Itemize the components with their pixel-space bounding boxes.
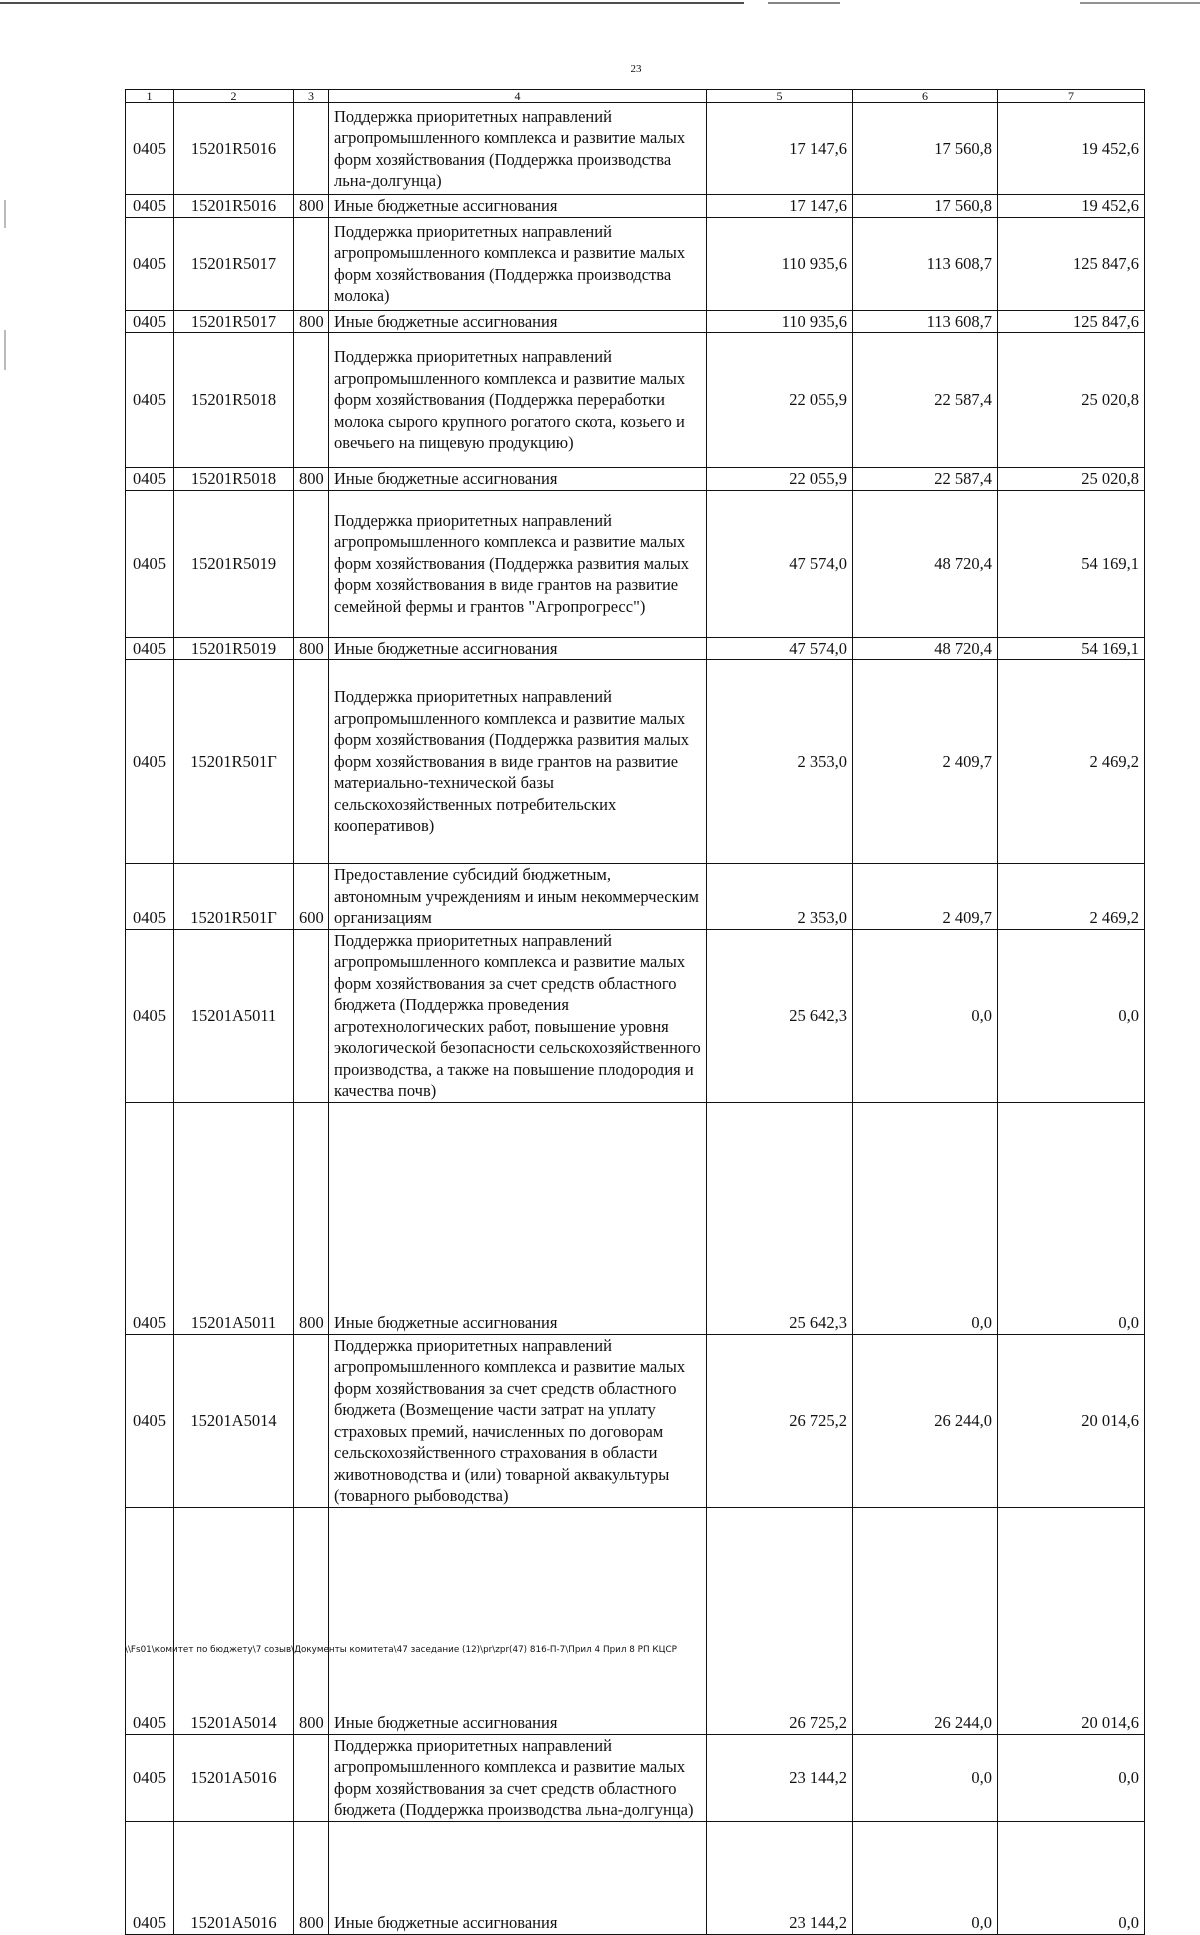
target-article-code-cell: 15201A5011 <box>174 929 294 1102</box>
item-name-cell: Иные бюджетные ассигнования <box>329 1507 707 1734</box>
section-code-cell: 0405 <box>126 637 174 660</box>
amount-col7-cell: 125 847,6 <box>998 217 1145 310</box>
target-article-code-cell: 15201R5017 <box>174 217 294 310</box>
item-name-cell: Поддержка приоритетных направлений агропромышленного комплекса и развитие малых форм хозяйствования (Поддержка производства молока) <box>329 217 707 310</box>
program-row <box>126 660 1145 864</box>
amount-col5-cell: 26 725,2 <box>707 1334 853 1507</box>
expense-row <box>126 864 1145 930</box>
scan-margin-mark <box>4 330 6 370</box>
amount-col5-cell: 23 144,2 <box>707 1734 853 1821</box>
amount-col6-cell: 113 608,7 <box>853 310 998 333</box>
expense-type-cell: 800 <box>294 1507 329 1734</box>
scan-edge-line <box>0 2 1200 4</box>
item-name-cell: Поддержка приоритетных направлений агропромышленного комплекса и развитие малых форм хозяйствования за счет средств областного бюджета (Возмещение части затрат на уплату страховых премий, начисленных по договорам сельскохозяйственного страхования в области животноводства и (или) товарной аквакультуры (товарного рыбоводства) <box>329 1334 707 1507</box>
item-name-cell: Поддержка приоритетных направлений агропромышленного комплекса и развитие малых форм хозяйствования (Поддержка переработки молока сырого крупного рогатого скота, козьего и овечьего на пищевую продукцию) <box>329 333 707 468</box>
target-article-code-cell: 15201R5017 <box>174 310 294 333</box>
section-code-cell: 0405 <box>126 1507 174 1734</box>
amount-col6-cell: 26 244,0 <box>853 1507 998 1734</box>
page-number: 23 <box>630 63 642 75</box>
expense-type-cell <box>294 929 329 1102</box>
budget-table <box>125 89 1145 1935</box>
amount-col5-cell: 17 147,6 <box>707 103 853 195</box>
expense-row <box>126 195 1145 218</box>
amount-col7-cell: 54 169,1 <box>998 490 1145 637</box>
amount-col5-cell: 26 725,2 <box>707 1507 853 1734</box>
amount-col6-cell: 22 587,4 <box>853 468 998 491</box>
section-code-cell: 0405 <box>126 660 174 864</box>
section-code-cell: 0405 <box>126 310 174 333</box>
section-code-cell: 0405 <box>126 103 174 195</box>
amount-col6-cell: 0,0 <box>853 1734 998 1821</box>
expense-type-cell: 600 <box>294 864 329 930</box>
amount-col7-cell: 125 847,6 <box>998 310 1145 333</box>
section-code-cell: 0405 <box>126 217 174 310</box>
target-article-code-cell: 15201R5019 <box>174 637 294 660</box>
amount-col6-cell: 2 409,7 <box>853 864 998 930</box>
amount-col6-cell: 17 560,8 <box>853 103 998 195</box>
amount-col5-cell: 47 574,0 <box>707 637 853 660</box>
amount-col5-cell: 23 144,2 <box>707 1821 853 1934</box>
expense-type-cell: 800 <box>294 637 329 660</box>
amount-col5-cell: 110 935,6 <box>707 217 853 310</box>
amount-col5-cell: 2 353,0 <box>707 660 853 864</box>
amount-col6-cell: 22 587,4 <box>853 333 998 468</box>
expense-type-cell: 800 <box>294 468 329 491</box>
target-article-code-cell: 15201R5018 <box>174 468 294 491</box>
target-article-code-cell: 15201A5011 <box>174 1102 294 1334</box>
section-code-cell: 0405 <box>126 1734 174 1821</box>
amount-col7-cell: 0,0 <box>998 1821 1145 1934</box>
program-row <box>126 1334 1145 1507</box>
amount-col6-cell: 48 720,4 <box>853 490 998 637</box>
target-article-code-cell: 15201R5019 <box>174 490 294 637</box>
amount-col7-cell: 20 014,6 <box>998 1507 1145 1734</box>
section-code-cell: 0405 <box>126 1334 174 1507</box>
amount-col6-cell: 0,0 <box>853 929 998 1102</box>
section-code-cell: 0405 <box>126 864 174 930</box>
column-header-2: 2 <box>174 90 294 103</box>
amount-col7-cell: 0,0 <box>998 1102 1145 1334</box>
amount-col7-cell: 25 020,8 <box>998 468 1145 491</box>
item-name-cell: Иные бюджетные ассигнования <box>329 1821 707 1934</box>
section-code-cell: 0405 <box>126 1102 174 1334</box>
expense-type-cell <box>294 1334 329 1507</box>
expense-type-cell <box>294 1734 329 1821</box>
expense-type-cell: 800 <box>294 310 329 333</box>
amount-col7-cell: 25 020,8 <box>998 333 1145 468</box>
program-row <box>126 333 1145 468</box>
amount-col7-cell: 20 014,6 <box>998 1334 1145 1507</box>
target-article-code-cell: 15201R501Г <box>174 660 294 864</box>
expense-row <box>126 637 1145 660</box>
amount-col5-cell: 110 935,6 <box>707 310 853 333</box>
target-article-code-cell: 15201A5014 <box>174 1507 294 1734</box>
amount-col5-cell: 47 574,0 <box>707 490 853 637</box>
amount-col7-cell: 19 452,6 <box>998 103 1145 195</box>
amount-col7-cell: 54 169,1 <box>998 637 1145 660</box>
item-name-cell: Поддержка приоритетных направлений агропромышленного комплекса и развитие малых форм хозяйствования за счет средств областного бюджета (Поддержка производства льна-долгунца) <box>329 1734 707 1821</box>
column-header-3: 3 <box>294 90 329 103</box>
program-row <box>126 217 1145 310</box>
amount-col7-cell: 2 469,2 <box>998 864 1145 930</box>
amount-col7-cell: 2 469,2 <box>998 660 1145 864</box>
amount-col6-cell: 17 560,8 <box>853 195 998 218</box>
section-code-cell: 0405 <box>126 1821 174 1934</box>
expense-type-cell <box>294 217 329 310</box>
item-name-cell: Поддержка приоритетных направлений агропромышленного комплекса и развитие малых форм хозяйствования за счет средств областного бюджета (Поддержка проведения агротехнологических работ, повышение уровня экологической безопасности сельскохозяйственного производства, а также на повышение плодородия и качества почв) <box>329 929 707 1102</box>
amount-col6-cell: 48 720,4 <box>853 637 998 660</box>
section-code-cell: 0405 <box>126 333 174 468</box>
expense-type-cell: 800 <box>294 1821 329 1934</box>
amount-col5-cell: 25 642,3 <box>707 1102 853 1334</box>
expense-type-cell: 800 <box>294 195 329 218</box>
item-name-cell: Поддержка приоритетных направлений агропромышленного комплекса и развитие малых форм хозяйствования (Поддержка производства льна-долгунца) <box>329 103 707 195</box>
expense-type-cell <box>294 490 329 637</box>
amount-col6-cell: 113 608,7 <box>853 217 998 310</box>
target-article-code-cell: 15201A5014 <box>174 1334 294 1507</box>
section-code-cell: 0405 <box>126 490 174 637</box>
amount-col6-cell: 26 244,0 <box>853 1334 998 1507</box>
amount-col6-cell: 2 409,7 <box>853 660 998 864</box>
amount-col6-cell: 0,0 <box>853 1821 998 1934</box>
expense-row <box>126 310 1145 333</box>
amount-col6-cell: 0,0 <box>853 1102 998 1334</box>
expense-type-cell <box>294 103 329 195</box>
item-name-cell: Поддержка приоритетных направлений агропромышленного комплекса и развитие малых форм хозяйствования (Поддержка развития малых форм хозяйствования в виде грантов на развитие семейной фермы и грантов "Агропрогресс") <box>329 490 707 637</box>
expense-row <box>126 1821 1145 1934</box>
amount-col5-cell: 17 147,6 <box>707 195 853 218</box>
item-name-cell: Иные бюджетные ассигнования <box>329 637 707 660</box>
column-header-6: 6 <box>853 90 998 103</box>
target-article-code-cell: 15201A5016 <box>174 1734 294 1821</box>
amount-col5-cell: 25 642,3 <box>707 929 853 1102</box>
amount-col5-cell: 22 055,9 <box>707 333 853 468</box>
amount-col7-cell: 0,0 <box>998 929 1145 1102</box>
target-article-code-cell: 15201R5016 <box>174 103 294 195</box>
section-code-cell: 0405 <box>126 929 174 1102</box>
item-name-cell: Иные бюджетные ассигнования <box>329 468 707 491</box>
expense-type-cell <box>294 333 329 468</box>
program-row <box>126 1734 1145 1821</box>
amount-col7-cell: 0,0 <box>998 1734 1145 1821</box>
target-article-code-cell: 15201A5016 <box>174 1821 294 1934</box>
program-row <box>126 103 1145 195</box>
amount-col7-cell: 19 452,6 <box>998 195 1145 218</box>
scan-margin-mark <box>4 200 6 228</box>
target-article-code-cell: 15201R501Г <box>174 864 294 930</box>
column-header-5: 5 <box>707 90 853 103</box>
item-name-cell: Иные бюджетные ассигнования <box>329 195 707 218</box>
expense-row <box>126 1102 1145 1334</box>
item-name-cell: Иные бюджетные ассигнования <box>329 310 707 333</box>
target-article-code-cell: 15201R5016 <box>174 195 294 218</box>
expense-row <box>126 1507 1145 1734</box>
column-number-row <box>126 90 1145 103</box>
item-name-cell: Поддержка приоритетных направлений агропромышленного комплекса и развитие малых форм хозяйствования (Поддержка развития малых форм хозяйствования в виде грантов на развитие материально-технической базы сельскохозяйственных потребительских кооперативов) <box>329 660 707 864</box>
amount-col5-cell: 2 353,0 <box>707 864 853 930</box>
target-article-code-cell: 15201R5018 <box>174 333 294 468</box>
item-name-cell: Предоставление субсидий бюджетным, автономным учреждениям и иным некоммерческим организациям <box>329 864 707 930</box>
section-code-cell: 0405 <box>126 468 174 491</box>
column-header-4: 4 <box>329 90 707 103</box>
expense-row <box>126 468 1145 491</box>
expense-type-cell: 800 <box>294 1102 329 1334</box>
amount-col5-cell: 22 055,9 <box>707 468 853 491</box>
footer-file-path: \\Fs01\комитет по бюджету\7 созыв\Документы комитета\47 заседание (12)\pr\zpr(47) 816-П-7\Прил 4 Прил 8 РП КЦСР <box>125 1645 677 1655</box>
program-row <box>126 929 1145 1102</box>
budget-table-body <box>126 103 1145 1935</box>
item-name-cell: Иные бюджетные ассигнования <box>329 1102 707 1334</box>
section-code-cell: 0405 <box>126 195 174 218</box>
program-row <box>126 490 1145 637</box>
column-header-7: 7 <box>998 90 1145 103</box>
expense-type-cell <box>294 660 329 864</box>
column-header-1: 1 <box>126 90 174 103</box>
